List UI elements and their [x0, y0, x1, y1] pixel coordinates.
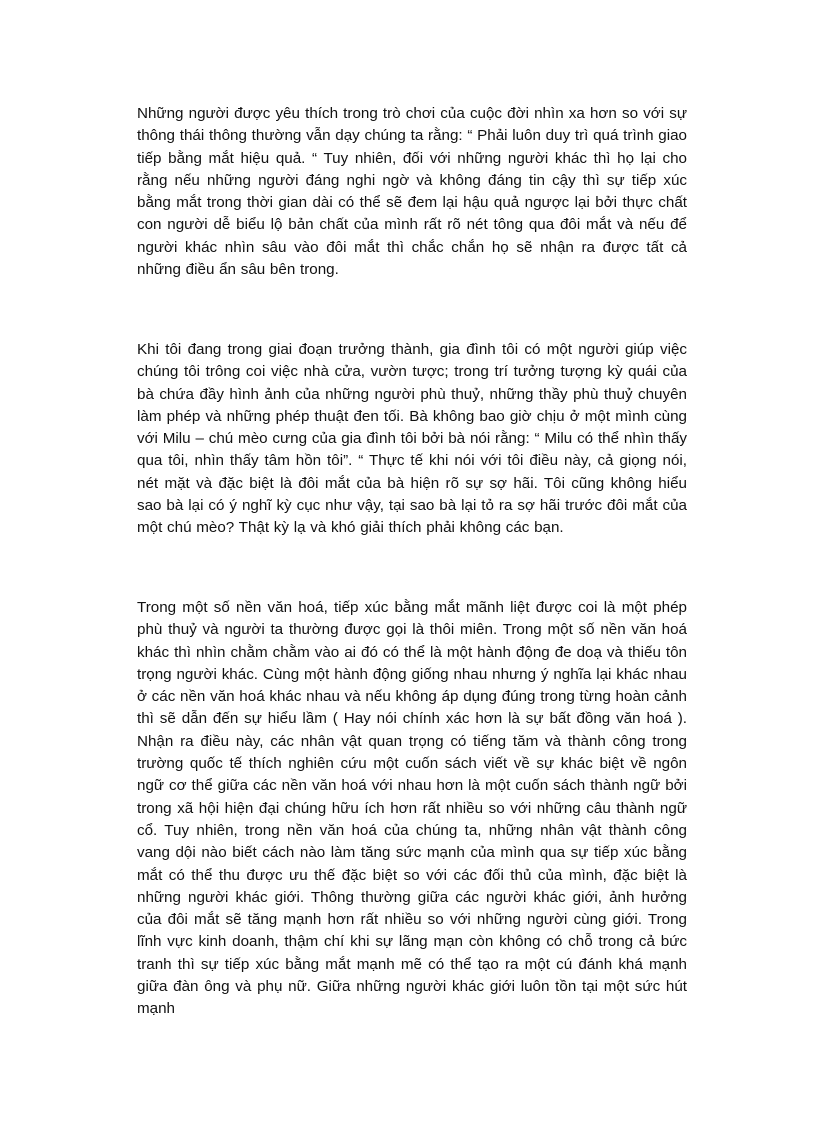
paragraph-eye-contact-intro: Những người được yêu thích trong trò chơi của cuộc đời nhìn xa hơn so với sự thông thái thông thường vẫn dạy chúng ta rằng: “ Phải luôn duy trì quá trình giao tiếp bằng mắt hiệu quả. “ Tuy nhiên, đối với những người khác thì họ lại cho rằng nếu những người đáng nghi ngờ và không đáng tin cậy thì sự tiếp xúc bằng mắt trong thời gian dài có thể sẽ đem lại hậu quả ngược lại bởi thực chất con người dễ biểu lộ bản chất của mình rất rõ nét tông qua đôi mắt và nếu để người khác nhìn sâu vào đôi mắt thì chắc chắn họ sẽ nhận ra được tất cả những điều ẩn sâu bên trong. — [137, 105, 687, 279]
paragraph-cultural-differences: Trong một số nền văn hoá, tiếp xúc bằng mắt mãnh liệt được coi là một phép phù thuỷ và người ta thường được gọi là thôi miên. Trong một số nền văn hoá khác thì nhìn chằm chằm vào ai đó có thể là một hành động đe doạ và thiếu tôn trọng người khác. Cùng một hành động giống nhau nhưng ý nghĩa lại khác nhau ở các nền văn hoá khác nhau và nếu không áp dụng đúng trong từng hoàn cảnh thì sẽ dẫn đến sự hiểu lầm ( Hay nói chính xác hơn là sự bất đồng văn hoá ). Nhận ra điều này, các nhân vật quan trọng có tiếng tăm và thành công trong trường quốc tế thích nghiên cứu một cuốn sách viết về sự khác biệt về ngôn ngữ cơ thể giữa các nền văn hoá với nhau hơn là một cuốn sách thành ngữ bởi trong xã hội hiện đại chúng hữu ích hơn rất nhiều so với những câu thành ngữ cổ. Tuy nhiên, trong nền văn hoá của chúng ta, những nhân vật thành công vang dội nào biết cách nào làm tăng sức mạnh của mình qua sự tiếp xúc bằng mắt có thể thu được ưu thế đặc biệt so với các đối thủ của mình, đặc biệt là những người khác giới. Thông thường giữa các người khác giới, ảnh hưởng của đôi mắt sẽ tăng mạnh hơn rất nhiều so với những người cùng giới. Trong lĩnh vực kinh doanh, thậm chí khi sự lãng mạn còn không có chỗ trong cả bức tranh thì sự tiếp xúc bằng mắt mạnh mẽ có thể tạo ra một cú đánh khá mạnh giữa đàn ông và phụ nữ. Giữa những người khác giới luôn tồn tại một sức hút mạnh — [137, 599, 687, 1018]
paragraph-housekeeper-story: Khi tôi đang trong giai đoạn trưởng thành, gia đình tôi có một người giúp việc chúng tôi trông coi việc nhà cửa, vườn tược; trong trí tưởng tượng kỳ quái của bà chứa đầy hình ảnh của những người phù thuỷ, những thầy phù thuỷ chuyên làm phép và những phép thuật đen tối. Bà không bao giờ chịu ở một mình cùng với Milu – chú mèo cưng của gia đình tôi bởi bà nói rằng: “ Milu có thể nhìn thấy qua tôi, nhìn thấy tâm hồn tôi”. “ Thực tế khi nói với tôi điều này, cả giọng nói, nét mặt và đặc biệt là đôi mắt của bà hiện rõ sự sợ hãi. Tôi cũng không hiểu sao bà lại có ý nghĩ kỳ cục như vậy, tại sao bà lại tỏ ra sợ hãi trước đôi mắt của một chú mèo? Thật kỳ lạ và khó giải thích phải không các bạn. — [137, 341, 687, 537]
